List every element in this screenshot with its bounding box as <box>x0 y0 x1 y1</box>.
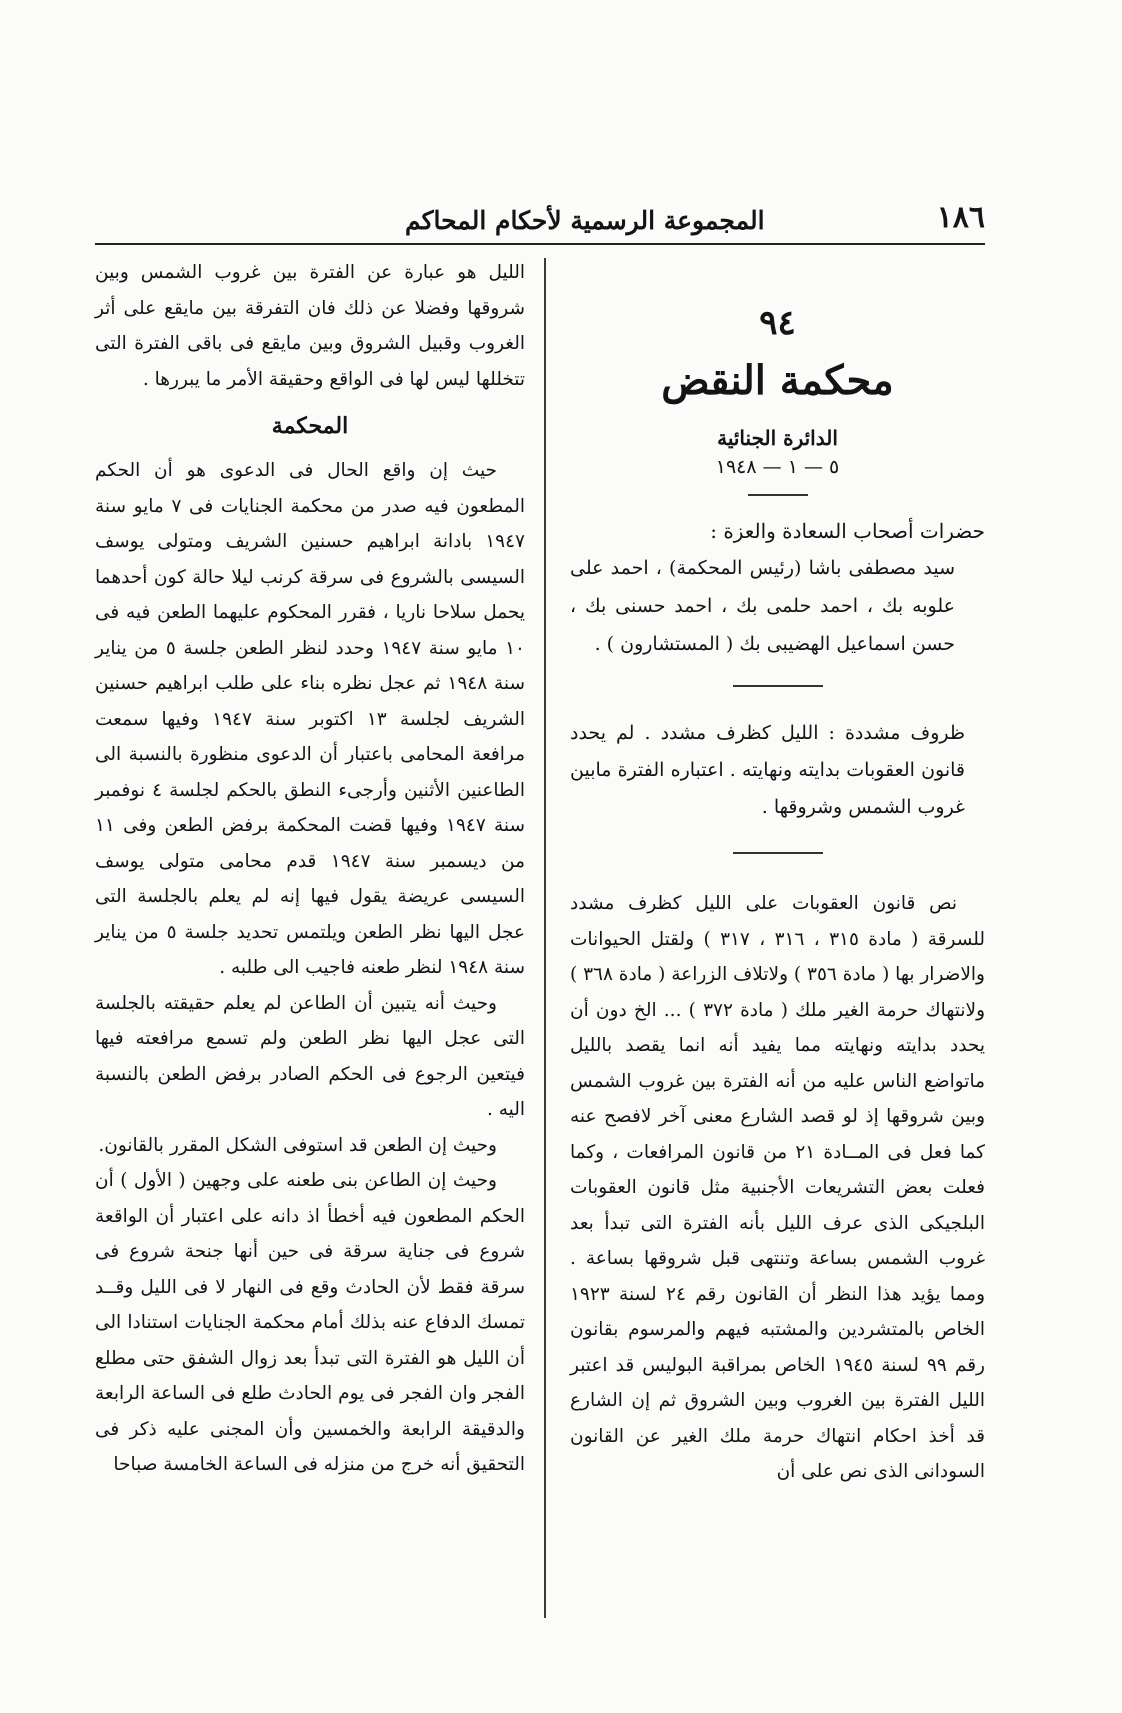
left-column <box>95 255 525 1483</box>
summary-continuation: الليل هو عبارة عن الفترة بين غروب الشمس وبين شروقها وفضلا عن ذلك فان التفرقة بين مايقع على أثر الغروب وقبيل الشروق وبين مايقع فى باقى الفترة التى تتخللها ليس لها فى الواقع وحقيقة الأمر ما يبررها . <box>95 262 525 390</box>
summary-body: نص قانون العقوبات على الليل كظرف مشدد للسرقة ( مادة ٣١٥ ، ٣١٦ ، ٣١٧ ) ولقتل الحيوانات والاضرار بها ( مادة ٣٥٦ ) ولاتلاف الزراعة ( مادة ٣٦٨ ) ولانتهاك حرمة الغير ملك ( مادة ٣٧٢ ) ... الخ دون أن يحدد بدايته ونهايته مما يفيد أنه انما يقصد بالليل ماتواضع الناس عليه من أنه الفترة بين غروب الشمس وبين شروقها إذ لو قصد الشارع معنى آخر لافصح عنه كما فعل فى المــادة ٢١ من قانون المرافعات ، وكما فعلت بعض التشريعات الأجنبية مثل قانون العقوبات البلجيكى الذى عرف الليل بأنه الفترة التى تبدأ بعد غروب الشمس بساعة وتنتهى قبل شروقها بساعة . ومما يؤيد هذا النظر أن القانون رقم ٢٤ لسنة ١٩٢٣ الخاص بالمتشردين والمشتبه فيهم والمرسوم بقانون رقم ٩٩ لسنة ١٩٤٥ الخاص بمراقبة البوليس قد اعتبر الليل الفترة بين الغروب وبين الشروق ثم إن الشارع قد أخذ احكام انتهاك حرمة ملك الغير عن القانون السودانى الذى نص على أن <box>570 893 986 1482</box>
judgment-paragraph: حيث إن واقع الحال فى الدعوى هو أن الحكم المطعون فيه صدر من محكمة الجنايات فى ٧ مايو سنة ١٩٤٧ بادانة ابراهيم حسنين الشريف ومتولى يوسف السيسى بالشروع فى سرقة كرنب ليلا حالة كون أحدهما يحمل سلاحا ناريا ، فقرر المحكوم عليهما الطعن فيه فى ١٠ مايو سنة ١٩٤٧ وحدد لنظر الطعن جلسة ٥ من يناير سنة ١٩٤٨ ثم عجل نظره بناء على طلب ابراهيم حسنين الشريف لجلسة ١٣ اكتوبر سنة ١٩٤٧ وفيها سمعت مرافعة المحامى باعتبار أن الدعوى منظورة بالنسبة الى الطاعنين الأثنين وأرجىء النطق بالحكم لجلسة ٤ نوفمبر سنة ١٩٤٧ وفيها قضت المحكمة برفض الطعن وفى ١١ من ديسمبر سنة ١٩٤٧ قدم محامى متولى يوسف السيسى عريضة يقول فيها إنه لم يعلم بالجلسة التى عجل اليها نظر الطعن ويلتمس تحديد جلسة ٥ من يناير سنة ١٩٤٨ لنظر طعنه فاجيب الى طلبه . <box>95 460 526 978</box>
journal-title: المجموعة الرسمية لأحكام المحاكم <box>405 206 765 235</box>
divider <box>733 852 823 854</box>
headnote: ظروف مشددة : الليل كظرف مشدد . لم يحدد قانون العقوبات بدايته ونهايته . اعتباره الفترة مابين غروب الشمس وشروقها . <box>570 722 965 818</box>
judges-list: سيد مصطفى باشا (رئيس المحكمة) ، احمد على علوبه بك ، احمد حلمى بك ، احمد حسنى بك ، حسن اسماعيل الهضيبى بك ( المستشارون ) . <box>570 557 955 655</box>
divider <box>733 685 823 687</box>
running-header <box>95 185 985 245</box>
divider <box>748 494 808 496</box>
judgment-paragraph: وحيث أنه يتبين أن الطاعن لم يعلم حقيقته بالجلسة التى عجل اليها نظر الطعن ولم تسمع مرافعته فيها فيتعين الرجوع فى الحكم الصادر برفض الطعن بالنسبة اليه . <box>95 992 525 1120</box>
column-divider <box>544 258 546 1618</box>
court-name: محكمة النقض <box>661 357 894 404</box>
section-heading: المحكمة <box>271 413 349 439</box>
case-number: ٩٤ <box>759 303 796 343</box>
page-number: ١٨٦ <box>936 200 985 235</box>
judges-intro: حضرات أصحاب السعادة والعزة : <box>710 519 985 543</box>
case-date: ٥ — ١ — ١٩٤٨ <box>715 456 840 478</box>
circuit-name: الدائرة الجنائية <box>717 426 838 450</box>
right-column <box>570 255 985 1490</box>
judgment-paragraph: وحيث إن الطعن قد استوفى الشكل المقرر بالقانون. <box>98 1134 497 1156</box>
judgment-paragraph: وحيث إن الطاعن بنى طعنه على وجهين ( الأول ) أن الحكم المطعون فيه أخطأ اذ دانه على اعتبار أن الواقعة شروع فى جناية سرقة فى حين أنها جنحة شروع فى سرقة فقط لأن الحادث وقع فى النهار لا فى الليل وقــد تمسك الدفاع عنه بذلك أمام محكمة الجنايات استنادا الى أن الليل هو الفترة التى تبدأ بعد زوال الشفق حتى مطلع الفجر وان الفجر فى يوم الحادث طلع فى الساعة الرابعة والدقيقة الرابعة والخمسين وأن المجنى عليه ذكر فى التحقيق أنه خرج من منزله فى الساعة الخامسة صباحا <box>95 1170 525 1475</box>
